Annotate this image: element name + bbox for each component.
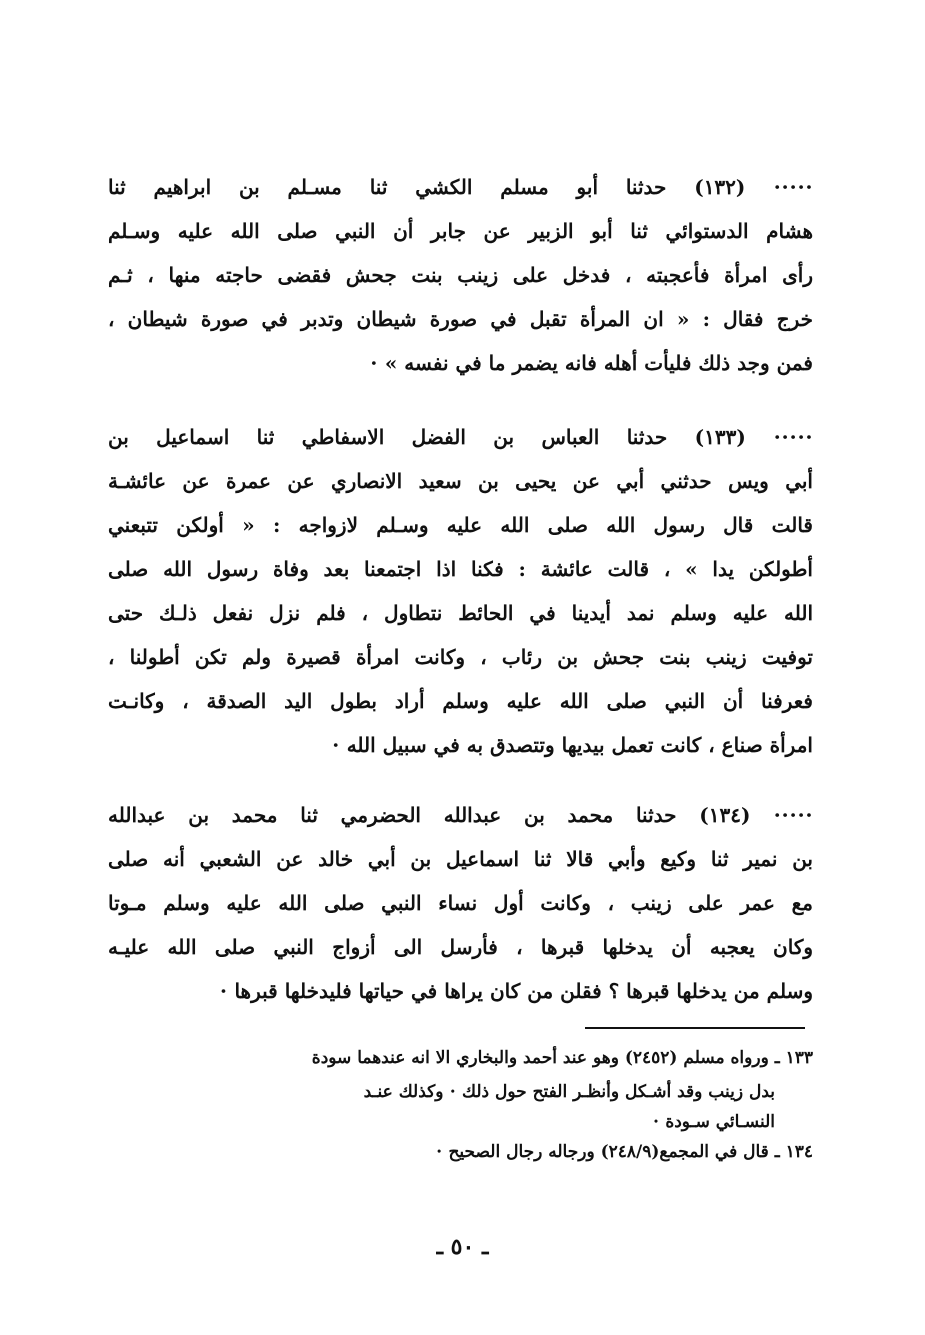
hadith-133-line-7: فعرفنا أن النبي صلى الله عليه وسلم أراد بطول اليد الصدقة ، وكانـت — [108, 689, 813, 713]
footnote-133-line-1: ١٣٣ ـ ورواه مسلم (٢٤٥٢) وهو عند أحمد والبخاري الا انه عندهما سودة — [311, 1048, 813, 1068]
hadith-134-line-1: ⋅⋅⋅⋅⋅ (١٣٤) حدثنا محمد بن عبدالله الحضرمي ثنا محمد بن عبدالله — [108, 803, 813, 827]
hadith-134-line-2: بن نمير ثنا وكيع وأبي قالا ثنا اسماعيل بن أبي خالد عن الشعبي أنه صلى — [108, 847, 813, 871]
hadith-132-line-2: هشام الدستوائي ثنا أبو الزبير عن جابر أن النبي صلى الله عليه وسـلم — [108, 219, 813, 243]
footnote-133-line-2: بدل زينب وقد أشـكل وأنظـر الفتح حول ذلك ⋅ وكذلك عنـد — [363, 1082, 775, 1102]
hadith-133-line-5: الله عليه وسلم نمد أيدينا في الحائط نتطاول ، فلم نزل نفعل ذلـك حتى — [108, 601, 813, 625]
footnote-134: ١٣٤ ـ قال في المجمع(٢٤٨/٩) ورجاله رجال الصحيح ⋅ — [435, 1142, 813, 1162]
hadith-133-line-8: امرأة صناع ، كانت تعمل بيديها وتتصدق به في سبيل الله ⋅ — [331, 733, 813, 757]
page-number: ـ ٥٠ ـ — [436, 1234, 489, 1260]
hadith-132-line-4: خرج فقال : « ان المرأة تقبل في صورة شيطان وتدبر في صورة شيطان ، — [108, 307, 813, 331]
hadith-134-line-4: وكان يعجبه أن يدخلها قبرها ، فأرسل الى أزواج النبي صلى الله عليـه — [108, 935, 813, 959]
hadith-133-line-6: توفيت زينب بنت جحش بن رئاب ، وكانت امرأة قصيرة ولم تكن أطولنا ، — [108, 645, 813, 669]
hadith-134-line-5: وسلم من يدخلها قبرها ؟ فقلن من كان يراها في حياتها فليدخلها قبرها ⋅ — [219, 979, 813, 1003]
hadith-133-line-3: قالت قال رسول الله صلى الله عليه وسـلم لازواجه : « أولكن تتبعني — [108, 513, 813, 537]
hadith-133-line-1: ⋅⋅⋅⋅⋅ (١٣٣) حدثنا العباس بن الفضل الاسفاطي ثنا اسماعيل بن — [108, 425, 813, 449]
footnote-133-line-3: النسـائي سـودة ⋅ — [652, 1112, 775, 1132]
hadith-132-line-1: ⋅⋅⋅⋅⋅ (١٣٢) حدثنا أبو مسلم الكشي ثنا مسـلم بن ابراهيم ثنا — [108, 175, 813, 199]
hadith-133-line-4: أطولكن يدا » ، قالت عائشة : فكنا اذا اجتمعنا بعد وفاة رسول الله صلى — [108, 557, 813, 581]
hadith-132-line-3: رأى امرأة فأعجبته ، فدخل على زينب بنت جحش فقضى حاجته منها ، ثـم — [108, 263, 813, 287]
hadith-134-line-3: مع عمر على زينب ، وكانت أول نساء النبي صلى الله عليه وسلم مـوتا — [108, 891, 813, 915]
hadith-132-line-5: فمن وجد ذلك فليأت أهله فانه يضمر ما في نفسه » ⋅ — [369, 351, 813, 375]
hadith-133-line-2: أبي ويس حدثني أبي عن يحيى بن سعيد الانصاري عن عمرة عن عائشـة — [108, 469, 813, 493]
footnote-separator — [585, 1027, 805, 1029]
